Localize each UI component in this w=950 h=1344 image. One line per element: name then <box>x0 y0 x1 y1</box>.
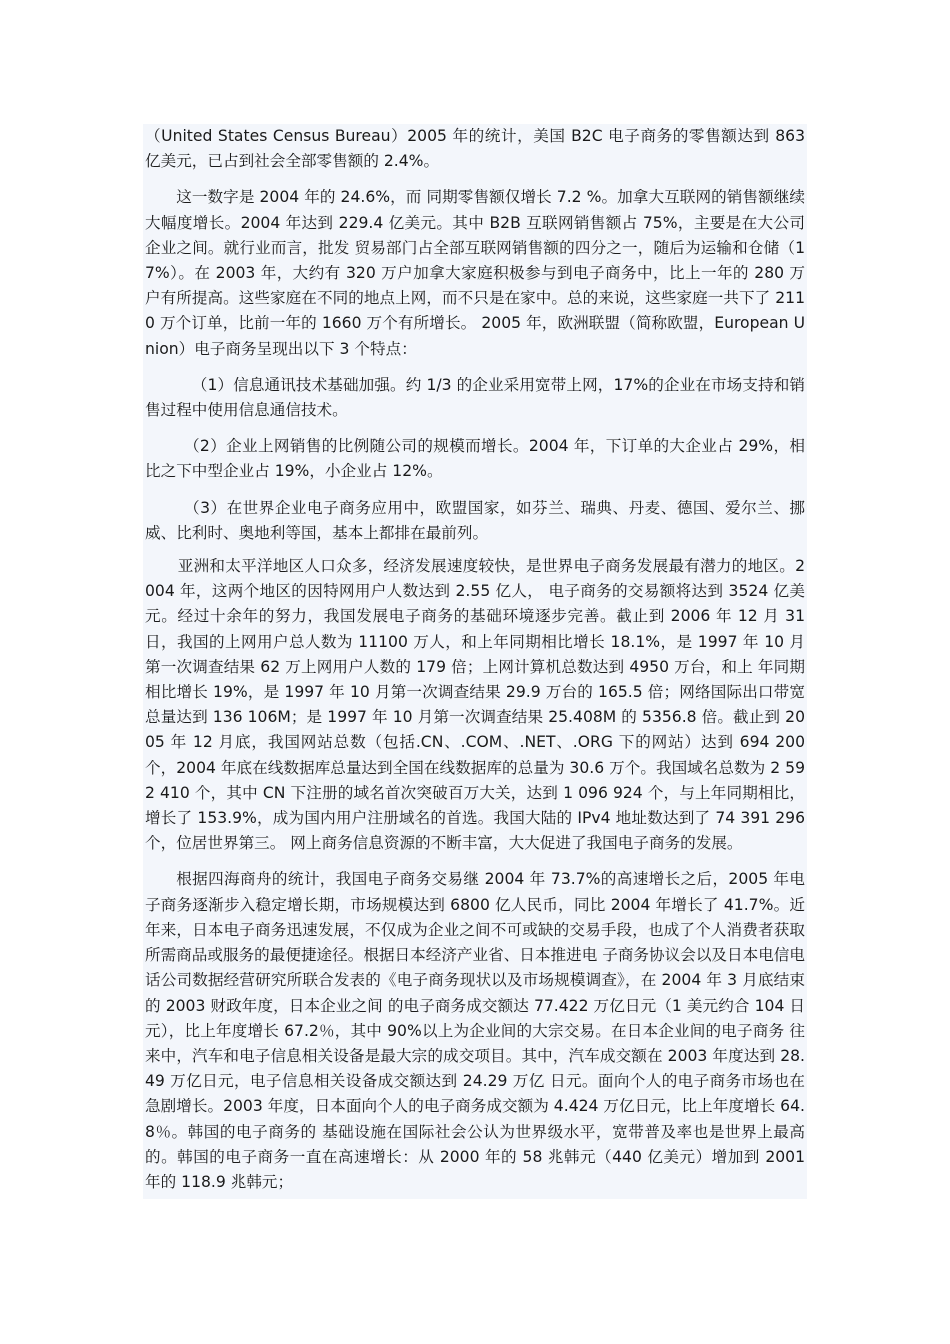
paragraph-asia-pacific: 亚洲和太平洋地区人口众多，经济发展速度较快，是世界电子商务发展最有潜力的地区。2004 年，这两个地区的因特网用户人数达到 2.55 亿人， 电子商务的交易额将达到 3524 亿美元。经过十余年的努力，我国发展电子商务的基础环境逐步完善。截止到 2006 年 12 月 31 日，我国的上网用户总人数为 11100 万人，和上年同期相比增长 18.1%，是 1997 年 10 月第一次调查结果 62 万上网用户人数的 179 倍；上网计算机总数达到 4950 万台，和上 年同期相比增长 19%，是 1997 年 10 月第一次调查结果 29.9 万台的 165.5 倍；网络国际出口带宽总量达到 136 106M；是 1997 年 10 月第一次调查结果 25.408M 的 5356.8 倍。截止到 2005 年 12 月底，我国网站总数（包括.CN、.COM、.NET、.ORG 下的网站）达到 694 200 个，2004 年底在线数据库总量达到全国在线数据库的总量为 30.6 万个。我国域名总数为 2 592 410 个，其中 CN 下注册的域名首次突破百万大关，达到 1 096 924 个，与上年同期相比，增长了 153.9%，成为国内用户注册域名的首选。我国大陆的 IPv4 地址数达到了 74 391 296 个，位居世界第三。 网上商务信息资源的不断丰富，大大促进了我国电子商务的发展。 <box>145 557 805 853</box>
paragraph-canada-eu: 这一数字是 2004 年的 24.6%，而 同期零售额仅增长 7.2 %。加拿大互联网的销售额继续大幅度增长。2004 年达到 229.4 亿美元。其中 B2B 互联网销售额占 75%，主要是在大公司企业之间。就行业而言，批发 贸易部门占全部互联网销售额的四分之一，随后为运输和仓储（17%）。在 2003 年，大约有 320 万户加拿大家庭积极参与到电子商务中，比上一年的 280 万户有所提高。这些家庭在不同的地点上网，而不只是在家中。总的来说，这些家庭一共下了 2110 万个订单，比前一年的 1660 万个有所增长。 2005 年，欧洲联盟（简称欧盟，European Union）电子商务呈现出以下 3 个特点： <box>145 188 805 358</box>
paragraph-census: （United States Census Bureau）2005 年的统计，美国 B2C 电子商务的零售额达到 863 亿美元，已占到社会全部零售额的 2.4%。 <box>145 127 805 171</box>
paragraph-eu-feature-3: （3）在世界企业电子商务应用中，欧盟国家，如芬兰、瑞典、丹麦、德国、爱尔兰、挪威、比利时、奥地利等国，基本上都排在最前列。 <box>145 498 805 542</box>
paragraph-eu-feature-1: （1）信息通讯技术基础加强。约 1/3 的企业采用宽带上网，17%的企业在市场支持和销售过程中使用信息通信技术。 <box>145 375 805 420</box>
paragraph-japan-korea: 根据四海商舟的统计，我国电子商务交易继 2004 年 73.7%的高速增长之后，2005 年电子商务逐渐步入稳定增长期，市场规模达到 6800 亿人民币，同比 2004 年增长了 41.7%。近年来，日本电子商务迅速发展，不仅成为企业之间不可或缺的交易手段，也成了个人消费者获取所需商品或服务的最便捷途径。根据日本经济产业省、日本推进电 子商务协议会以及日本电信电话公司数据经营研究所联合发表的《电子商务现状以及市场规模调查》，在 2004 年 3 月底结束的 2003 财政年度，日本企业之间 的电子商务成交额达 77.422 万亿日元（1 美元约合 104 日元），比上年度增长 67.2％，其中 90%以上为企业间的大宗交易。在日本企业间的电子商务 往来中，汽车和电子信息相关设备是最大宗的成交项目。其中，汽车成交额在 2003 年度达到 28.49 万亿日元，电子信息相关设备成交额达到 24.29 万亿 日元。面向个人的电子商务市场也在急剧增长。2003 年度，日本面向个人的电子商务成交额为 4.424 万亿日元，比上年度增长 64.8％。韩国的电子商务的 基础设施在国际社会公认为世界级水平，宽带普及率也是世界上最高的。韩国的电子商务一直在高速增长：从 2000 年的 58 兆韩元（440 亿美元）增加到 2001 年的 118.9 兆韩元； <box>145 870 805 1191</box>
paragraph-eu-feature-2: （2）企业上网销售的比例随公司的规模而增长。2004 年，下订单的大企业占 29%，相比之下中型企业占 19%，小企业占 12%。 <box>145 437 805 481</box>
document-body <box>143 124 807 1199</box>
